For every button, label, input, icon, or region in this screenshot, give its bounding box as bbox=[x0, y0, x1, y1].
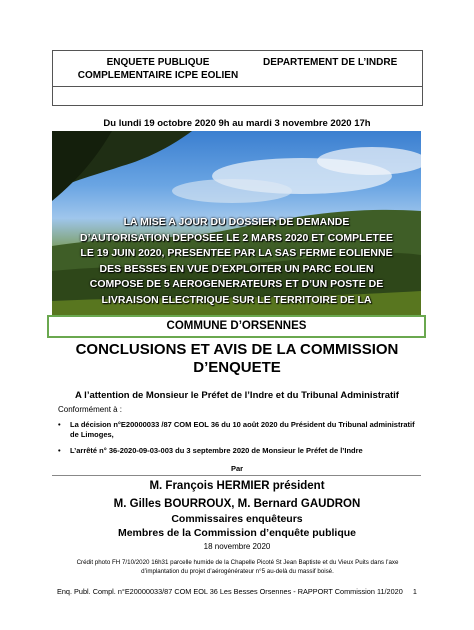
photo-credit bbox=[60, 558, 415, 576]
header-row bbox=[53, 51, 422, 87]
header-department: DEPARTEMENT DE L’INDRE bbox=[263, 57, 398, 68]
bullet-icon: • bbox=[58, 420, 61, 429]
conclusions-title bbox=[0, 341, 474, 377]
report-date: 18 novembre 2020 bbox=[203, 542, 271, 551]
photo-credit-line: Crédit photo FH 7/10/2020 16h31 parcelle humide de la Chapelle Picoté St Jean Baptiste et du Vieux Puits dans l’axe bbox=[76, 559, 399, 566]
project-line: LIVRAISON ELECTRIQUE SUR LE TERRITOIRE DE LA bbox=[101, 293, 372, 306]
project-line: LE 19 JUIN 2020, PRESENTEE PAR LA SAS FERME EOLIENNE bbox=[80, 247, 393, 259]
divider bbox=[52, 475, 421, 476]
header-table bbox=[52, 50, 423, 106]
conclusions-title-line: D’ENQUETE bbox=[193, 359, 281, 376]
arrete-bullet bbox=[58, 446, 420, 456]
page-number: 1 bbox=[412, 587, 417, 596]
commune-banner: COMMUNE D’ORSENNES bbox=[47, 315, 426, 338]
president-name: M. François HERMIER président bbox=[149, 480, 325, 492]
decision-bullet bbox=[58, 420, 420, 440]
decision-text: La décision n°E20000033 /87 COM EOL 36 du 10 août 2020 du Président du Tribunal administratif de Limoges, bbox=[70, 420, 415, 439]
project-description bbox=[52, 215, 421, 308]
page-footer bbox=[0, 587, 474, 596]
header-enquete-publique: ENQUETE PUBLIQUE bbox=[106, 57, 210, 68]
photo-credit-line: d’implantation du projet d’aérogénérateur n°5 au-delà du massif boisé. bbox=[141, 568, 334, 575]
project-line: D’AUTORISATION DEPOSEE LE 2 MARS 2020 ET COMPLETEE bbox=[80, 231, 393, 244]
project-line: DES BESSES EN VUE D’EXPLOITER UN PARC EOLIEN bbox=[99, 262, 374, 275]
project-line: LA MISE A JOUR DU DOSSIER DE DEMANDE bbox=[123, 216, 350, 228]
attention-line: A l’attention de Monsieur le Préfet de l’Indre et du Tribunal Administratif bbox=[75, 390, 399, 401]
cover-photo bbox=[52, 131, 421, 325]
role-commissaires: Commissaires enquêteurs bbox=[171, 513, 303, 525]
header-left-cell bbox=[68, 56, 248, 82]
project-line: COMPOSE DE 5 AEROGENERATEURS ET D’UN POSTE DE bbox=[89, 278, 384, 290]
header-complementaire: COMPLEMENTAIRE ICPE EOLIEN bbox=[77, 70, 239, 81]
par-label: Par bbox=[230, 464, 244, 473]
conclusions-title-line: CONCLUSIONS ET AVIS DE LA COMMISSION bbox=[75, 341, 399, 358]
bullet-icon: • bbox=[58, 446, 61, 455]
role-membres: Membres de la Commission d’enquête publique bbox=[117, 527, 357, 539]
enquiry-dates: Du lundi 19 octobre 2020 9h au mardi 3 novembre 2020 17h bbox=[103, 118, 371, 129]
conformement-label: Conformément à : bbox=[58, 405, 123, 414]
members-names: M. Gilles BOURROUX, M. Bernard GAUDRON bbox=[113, 498, 361, 510]
footer-text: Enq. Publ. Compl. n°E20000033/87 COM EOL 36 Les Besses Orsennes - RAPPORT Commission 11/2020 bbox=[57, 587, 403, 596]
arrete-text: L’arrêté n° 36-2020-09-03-003 du 3 septembre 2020 de Monsieur le Préfet de l’Indre bbox=[70, 446, 363, 455]
